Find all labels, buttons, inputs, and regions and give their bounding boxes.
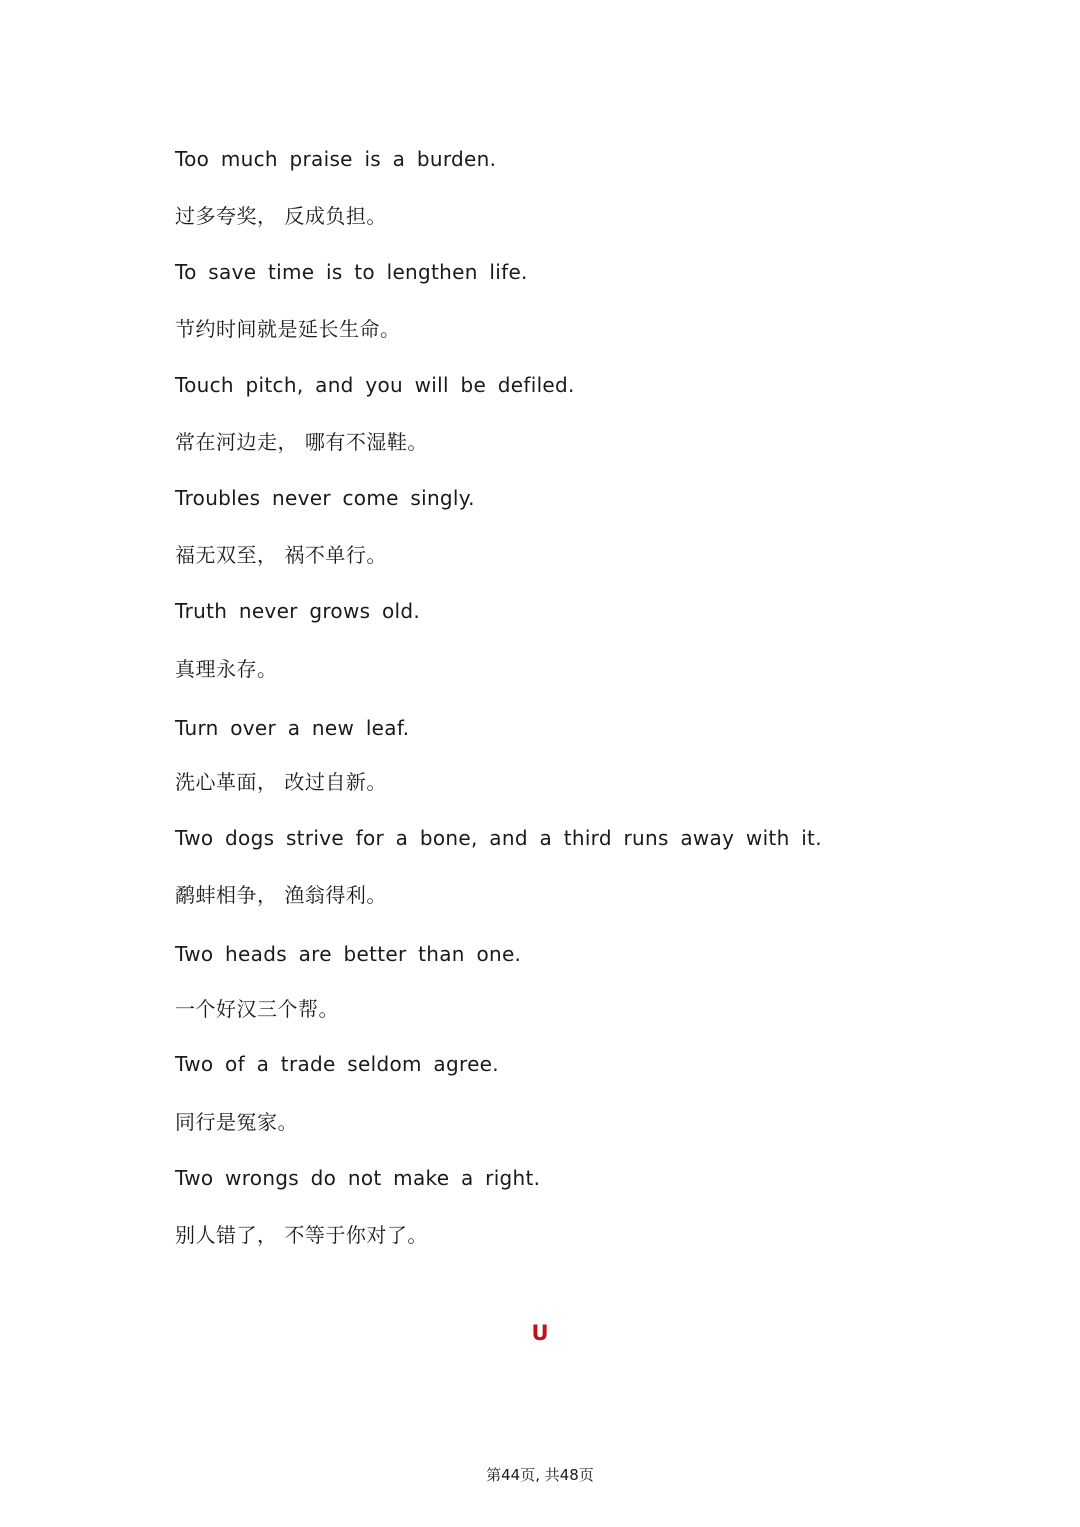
proverb-chinese: 过多夸奖， 反成负担。 bbox=[175, 204, 387, 228]
proverb-english: Too much praise is a burden. bbox=[175, 147, 497, 171]
proverb-chinese: 别人错了， 不等于你对了。 bbox=[175, 1223, 428, 1247]
page-footer: 第44页, 共48页 bbox=[486, 1466, 594, 1484]
proverb-english: Truth never grows old. bbox=[175, 599, 421, 623]
proverb-chinese: 常在河边走， 哪有不湿鞋。 bbox=[175, 430, 428, 454]
proverb-english: Turn over a new leaf. bbox=[175, 716, 410, 740]
proverb-chinese: 同行是冤家。 bbox=[175, 1110, 298, 1134]
section-heading-letter: U bbox=[531, 1321, 549, 1345]
proverb-chinese: 节约时间就是延长生命。 bbox=[175, 317, 401, 341]
proverb-english: Two of a trade seldom agree. bbox=[175, 1052, 499, 1076]
proverb-english: Touch pitch, and you will be defiled. bbox=[175, 373, 575, 397]
proverb-chinese: 一个好汉三个帮。 bbox=[175, 997, 339, 1021]
proverb-chinese: 福无双至， 祸不单行。 bbox=[175, 543, 387, 567]
proverb-english: Two wrongs do not make a right. bbox=[175, 1166, 541, 1190]
proverb-chinese: 鹬蚌相争， 渔翁得利。 bbox=[175, 883, 387, 907]
proverb-english: Two heads are better than one. bbox=[175, 942, 522, 966]
proverb-chinese: 真理永存。 bbox=[175, 657, 278, 681]
proverb-english: To save time is to lengthen life. bbox=[175, 260, 528, 284]
proverb-chinese: 洗心革面， 改过自新。 bbox=[175, 770, 387, 794]
proverb-english: Troubles never come singly. bbox=[175, 486, 475, 510]
proverb-english: Two dogs strive for a bone, and a third runs away with it. bbox=[175, 826, 822, 850]
